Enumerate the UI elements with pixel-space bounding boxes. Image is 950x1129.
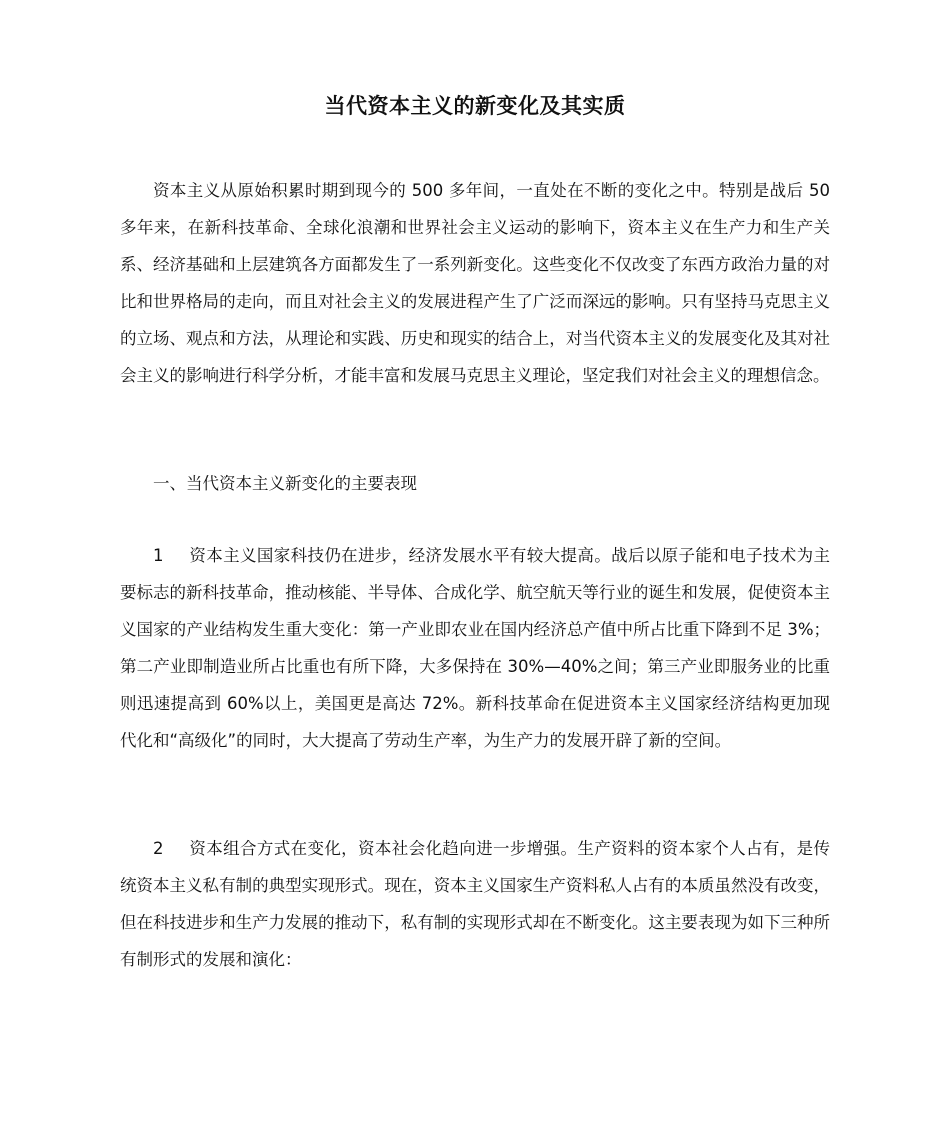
list-item bbox=[120, 830, 830, 978]
item-number: 1 bbox=[153, 546, 164, 565]
item-text: 资本组合方式在变化，资本社会化趋向进一步增强。生产资料的资本家个人占有，是传统资本主义私有制的典型实现形式。现在，资本主义国家生产资料私人占有的本质虽然没有改变，但在科技进步和生产力发展的推动下，私有制的实现形式却在不断变化。这主要表现为如下三种所有制形式的发展和演化： bbox=[120, 839, 830, 969]
item-number: 2 bbox=[153, 839, 164, 858]
section-heading: 一、当代资本主义新变化的主要表现 bbox=[153, 474, 417, 493]
list-item bbox=[120, 537, 830, 759]
item-text: 资本主义国家科技仍在进步，经济发展水平有较大提高。战后以原子能和电子技术为主要标志的新科技革命，推动核能、半导体、合成化学、航空航天等行业的诞生和发展，促使资本主义国家的产业结构发生重大变化：第一产业即农业在国内经济总产值中所占比重下降到不足 3%；第二产业即制造业所占比重也有所下降，大多保持在 30%—40%之间；第三产业即服务业的比重则迅速提高到 60%以上，美国更是高达 72%。新科技革命在促进资本主义国家经济结构更加现代化和“高级化”的同时，大大提高了劳动生产率，为生产力的发展开辟了新的空间。 bbox=[120, 546, 830, 750]
document-title: 当代资本主义的新变化及其实质 bbox=[324, 94, 626, 118]
intro-paragraph: 资本主义从原始积累时期到现今的 500 多年间，一直处在不断的变化之中。特别是战后 50 多年来，在新科技革命、全球化浪潮和世界社会主义运动的影响下，资本主义在生产力和生产关系、经济基础和上层建筑各方面都发生了一系列新变化。这些变化不仅改变了东西方政治力量的对比和世界格局的走向，而且对社会主义的发展进程产生了广泛而深远的影响。只有坚持马克思主义的立场、观点和方法，从理论和实践、历史和现实的结合上，对当代资本主义的发展变化及其对社会主义的影响进行科学分析，才能丰富和发展马克思主义理论，坚定我们对社会主义的理想信念。 bbox=[120, 181, 830, 385]
